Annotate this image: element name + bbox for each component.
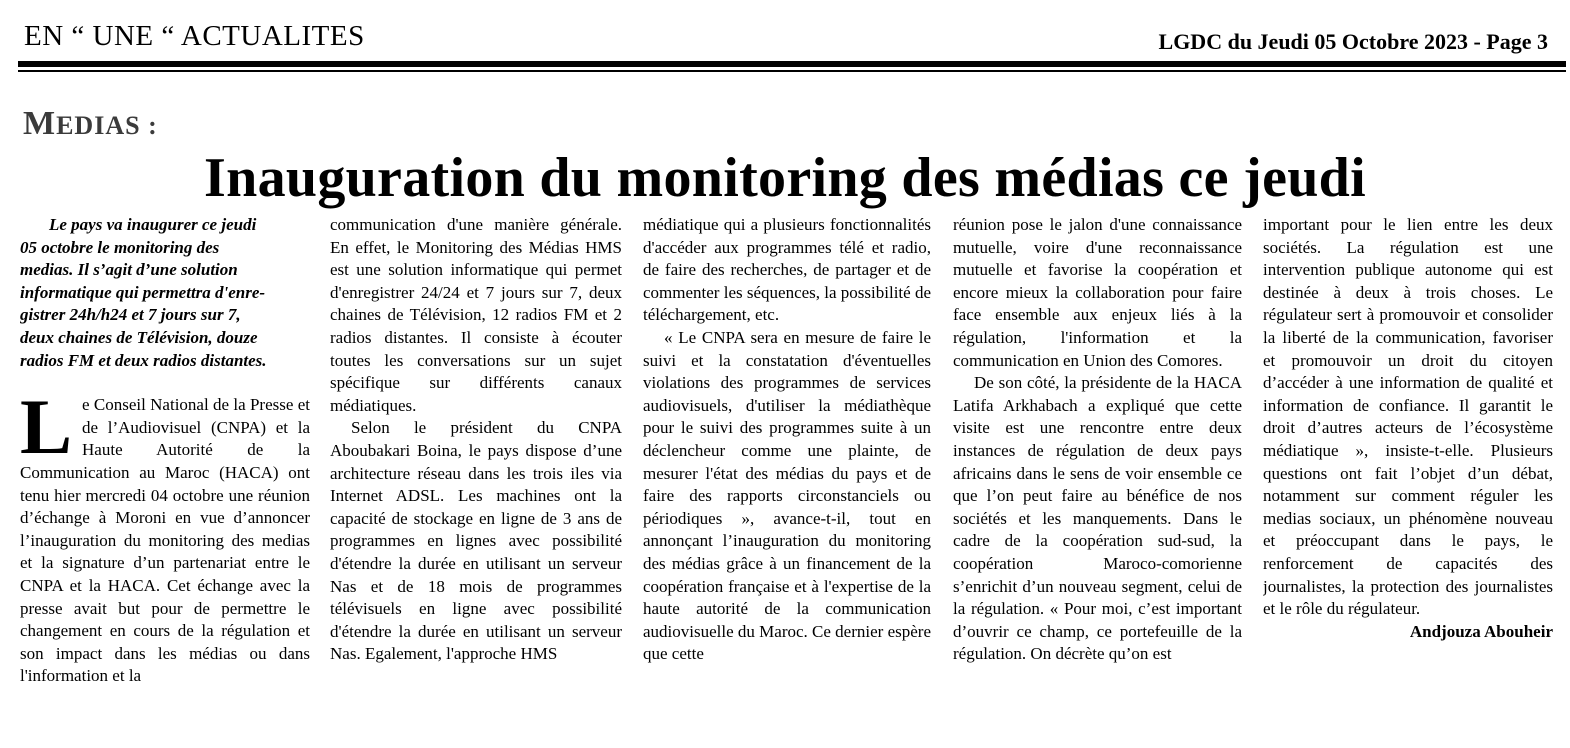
article-column-1 [20,214,310,748]
article-column-3 [643,214,931,748]
chapeau-line: medias. Il s’agit d’une solution [20,260,238,280]
header-rule-thin [18,70,1566,72]
article-paragraph: médiatique qui a plusieurs fonctionnalités d'accéder aux programmes télé et radio, de faire des recherches, de partager et de commenter les séquences, la possibilité de téléchargement, etc. [643,215,931,325]
article-paragraph: « Le CNPA sera en mesure de faire le suivi et la constatation d'éventuelles violations des programmes de services audiovisuels, d'utiliser la médiathèque pour le suivi des programmes suite à un déclencheur comme une plainte, de mesurer l'état des médias du pays et de faire des rapports circonstanciels ou périodiques », avance-t-il, tout en annonçant l’inauguration du monitoring des médias grâce à un financement de la coopération française et à l'expertise de la haute autorité de la communication audiovisuelle du Maroc. Ce dernier espère que cette [643,327,931,664]
article-paragraph [20,383,310,688]
article-paragraph: réunion pose le jalon d'une connaissance mutuelle, voire d'une reconnaissance mutuelle et favorise la coopération et encore mieux la collaboration pour faire face ensemble aux enjeux liés à la régulation, l'information et la communication en Union des Comores. [953,215,1242,370]
article-column-5 [1263,214,1553,748]
article-text: e Conseil National de la Presse et de l’Audiovisuel (CNPA) et la Haute Autorité de la Communication au Maroc (HACA) ont tenu hier mercredi 04 octobre une réunion d’échange à Moroni en vue d’annoncer l’inauguration du monitoring des medias et la signature d’un partenariat entre le CNPA et la HACA. Cet échange avec la presse avait but pour de permettre le changement en cours de la régulation et son impact dans les médias ou dans l'information et la [20,395,310,686]
article-chapeau [20,214,310,372]
article-paragraph: De son côté, la présidente de la HACA Latifa Arkhabach a expliqué que cette visite est une rencontre entre deux instances de régulation de deux pays africains dans le sens de voir ensemble ce que l’on peut faire au bénéfice de nos sociétés et les manquements. Dans le cadre de la coopération sud-sud, la coopération Maroco-comorienne s’enrichit d’un nouveau segment, celui de la régulation. « Pour moi, c’est important d’ouvrir ce champ, ce portefeuille de la régulation. On décrète qu’on est [953,373,1242,664]
issue-line: LGDC du Jeudi 05 Octobre 2023 - Page 3 [1158,29,1548,54]
article-column-4 [953,214,1242,748]
section-label-initial: M [23,105,57,142]
chapeau-line: radios FM et deux radios distantes. [20,350,267,370]
chapeau-line: Le pays va inaugurer ce jeudi [49,215,257,234]
section-label-rest: EDIAS : [56,111,158,140]
article-column-2 [330,214,622,748]
chapeau-line: informatique qui permettra d'enre- [20,282,266,302]
chapeau-line: deux chaines de Télévision, douze [20,327,258,347]
header-rule-thick [18,61,1566,67]
drop-cap: L [20,383,73,471]
article-headline: Inauguration du monitoring des médias ce jeudi [204,147,1366,209]
article-paragraph: communication d'une manière générale. En effet, le Monitoring des Médias HMS est une solution informatique qui permet d'enregistrer 24/24 et 7 jours sur 7, deux chaines de Télévision, 12 radios FM et 2 radios distantes. Il consiste à écouter toutes les conversations sur un sujet spécifique sur différents canaux médiatiques. [330,215,622,415]
article-paragraph: Selon le président du CNPA Aboubakari Boina, le pays dispose d’une architecture réseau dans les trois iles via Internet ADSL. Les machines ont la capacité de stockage en ligne de 3 ans de programmes en lignes avec possibilité d'étendre la durée en utilisant un serveur Nas et de 18 mois de programmes télévisuels en ligne avec possibilité d'étendre la durée en utilisant un serveur Nas. Egalement, l'approche HMS [330,418,622,664]
section-banner: EN “ UNE “ ACTUALITES [24,20,365,52]
chapeau-line: gistrer 24h/h24 et 7 jours sur 7, [20,305,241,325]
article-author: Andjouza Abouheir [1409,621,1553,641]
article-paragraph: important pour le lien entre les deux sociétés. La régulation est une intervention publique autonome qui est destinée à deux à trois choses. Le régulateur sert à promouvoir et consolider la liberté de la communication, favoriser et promouvoir un droit du citoyen d’accéder à une information de qualité et information de confiance. Il garantit le droit d’autres acteurs de l’écosystème médiatique », insiste-t-elle. Plusieurs questions ont fait l’objet d’un débat, notamment sur comment réguler les medias sociaux, un phénomène nouveau et préoccupant dans le pays, le renforcement de capacités des journalistes, la protection des journalistes et le rôle du régulateur. [1263,215,1553,619]
section-label [23,105,158,143]
chapeau-line: 05 octobre le monitoring des [20,237,220,257]
